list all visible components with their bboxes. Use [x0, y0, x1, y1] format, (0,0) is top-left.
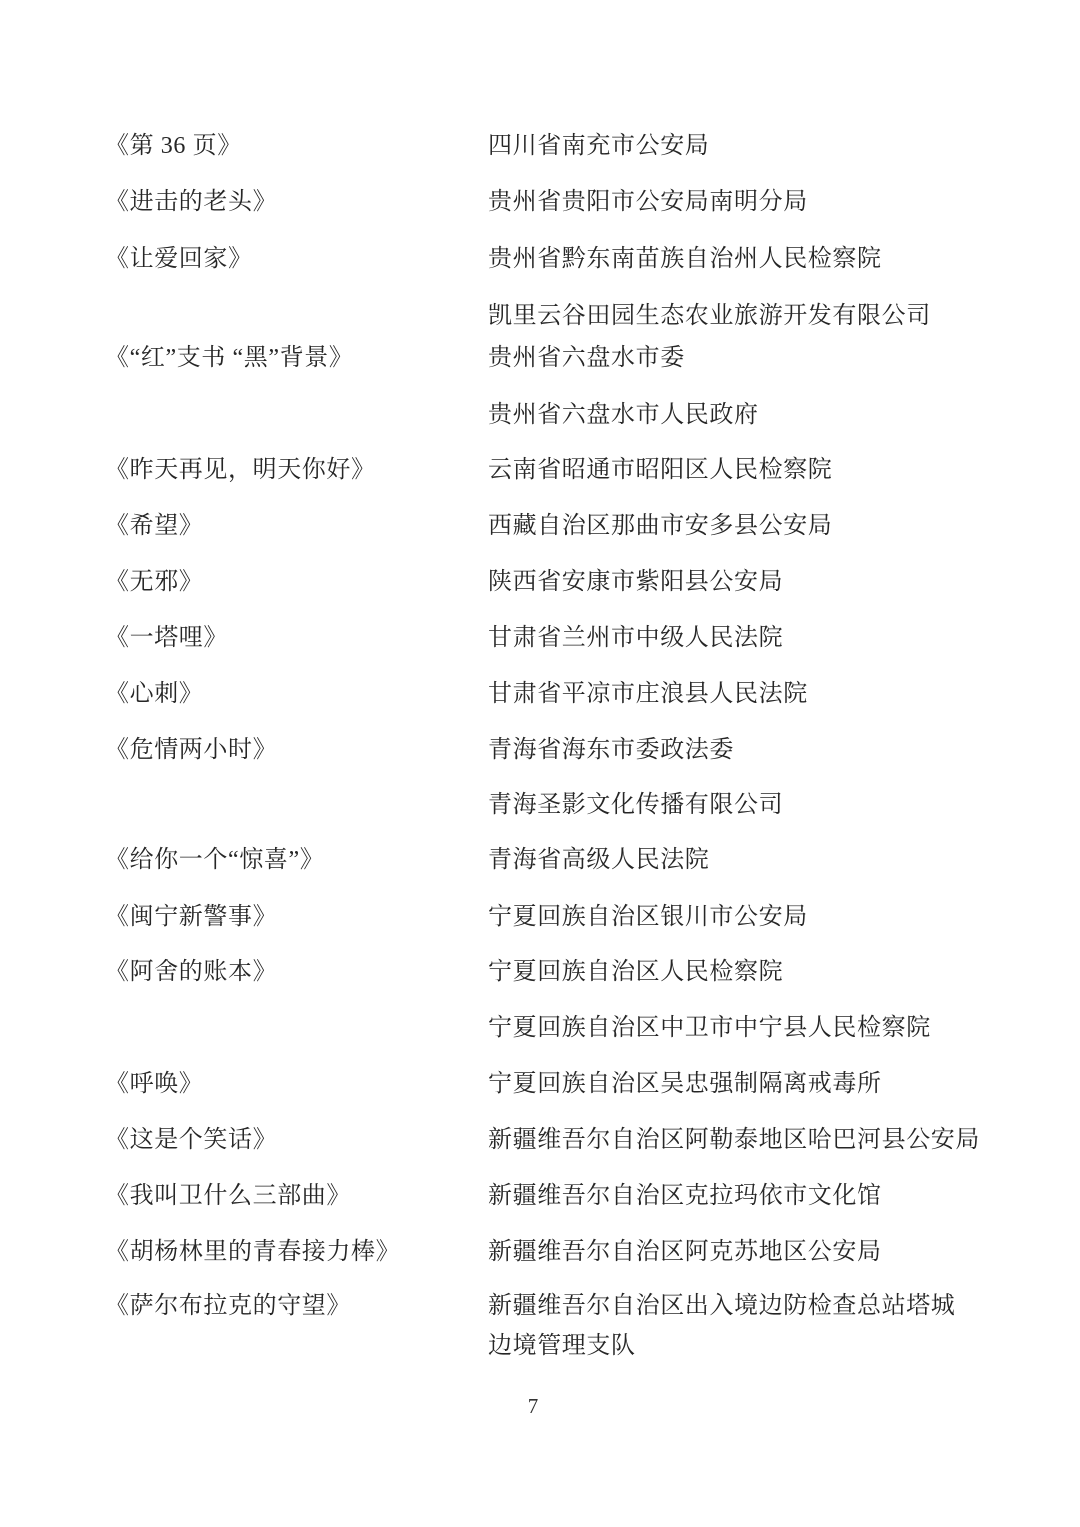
work-title: 《呼唤》: [105, 1071, 204, 1097]
organization-name: 凯里云谷田园生态农业旅游开发有限公司: [488, 303, 931, 329]
list-row: [0, 1125, 1080, 1155]
organization-name: 新疆维吾尔自治区阿克苏地区公安局: [488, 1239, 882, 1265]
organization-name: 青海省高级人民法院: [488, 847, 710, 873]
list-row: [0, 343, 1080, 373]
work-title: 《昨天再见，明天你好》: [105, 457, 376, 483]
organization-name: 甘肃省兰州市中级人民法院: [488, 625, 784, 651]
work-title: 《给你一个“惊喜”》: [105, 847, 325, 873]
work-title: 《闽宁新警事》: [105, 904, 278, 930]
list-row: [0, 131, 1080, 161]
list-row: [0, 301, 1080, 331]
list-row: [0, 455, 1080, 485]
work-title: 《无邪》: [105, 569, 204, 595]
work-title: 《危情两小时》: [105, 737, 278, 763]
list-row: [0, 511, 1080, 541]
organization-name: 贵州省六盘水市委: [488, 345, 685, 371]
organization-name: 贵州省黔东南苗族自治州人民检察院: [488, 246, 882, 272]
organization-name: 宁夏回族自治区银川市公安局: [488, 904, 808, 930]
list-row: [0, 1237, 1080, 1267]
organization-name: 四川省南充市公安局: [488, 133, 710, 159]
work-title: 《胡杨林里的青春接力棒》: [105, 1239, 401, 1265]
list-row: [0, 845, 1080, 875]
organization-name: 陕西省安康市紫阳县公安局: [488, 569, 784, 595]
list-row: [0, 902, 1080, 932]
list-row: [0, 957, 1080, 987]
organization-name: 云南省昭通市昭阳区人民检察院: [488, 457, 833, 483]
organization-name: 贵州省六盘水市人民政府: [488, 402, 759, 428]
organization-name-wrap: 边境管理支队: [488, 1333, 636, 1359]
list-row: [0, 623, 1080, 653]
work-title: 《心刺》: [105, 681, 204, 707]
list-row: [0, 567, 1080, 597]
organization-name: 青海圣影文化传播有限公司: [488, 792, 784, 818]
list-row: [0, 1069, 1080, 1099]
list-row: [0, 400, 1080, 430]
organization-name: 宁夏回族自治区吴忠强制隔离戒毒所: [488, 1071, 882, 1097]
organization-name: 宁夏回族自治区中卫市中宁县人民检察院: [488, 1015, 931, 1041]
work-title: 《我叫卫什么三部曲》: [105, 1183, 351, 1209]
organization-name: 西藏自治区那曲市安多县公安局: [488, 513, 833, 539]
list-row: [0, 1331, 1080, 1361]
list-row: [0, 735, 1080, 765]
work-title: 《第 36 页》: [105, 133, 242, 159]
list-row: [0, 1013, 1080, 1043]
organization-name: 贵州省贵阳市公安局南明分局: [488, 189, 808, 215]
work-title: 《进击的老头》: [105, 189, 278, 215]
list-row: [0, 679, 1080, 709]
work-title: 《萨尔布拉克的守望》: [105, 1293, 351, 1319]
list-row: [0, 790, 1080, 820]
work-title: 《这是个笑话》: [105, 1127, 278, 1153]
work-title: 《希望》: [105, 513, 204, 539]
work-title: 《阿舍的账本》: [105, 959, 278, 985]
list-row: [0, 244, 1080, 274]
organization-name: 新疆维吾尔自治区克拉玛依市文化馆: [488, 1183, 882, 1209]
work-title: 《让爱回家》: [105, 246, 253, 272]
list-row: [0, 187, 1080, 217]
page-number: 7: [527, 1394, 539, 1418]
organization-name: 新疆维吾尔自治区出入境边防检查总站塔城: [488, 1293, 956, 1319]
organization-name: 宁夏回族自治区人民检察院: [488, 959, 784, 985]
organization-name: 青海省海东市委政法委: [488, 737, 734, 763]
work-title: 《“红”支书 “黑”背景》: [105, 345, 354, 371]
organization-name: 新疆维吾尔自治区阿勒泰地区哈巴河县公安局: [488, 1127, 980, 1153]
list-row: [0, 1291, 1080, 1321]
list-row: [0, 1181, 1080, 1211]
organization-name: 甘肃省平凉市庄浪县人民法院: [488, 681, 808, 707]
work-title: 《一塔哩》: [105, 625, 228, 651]
